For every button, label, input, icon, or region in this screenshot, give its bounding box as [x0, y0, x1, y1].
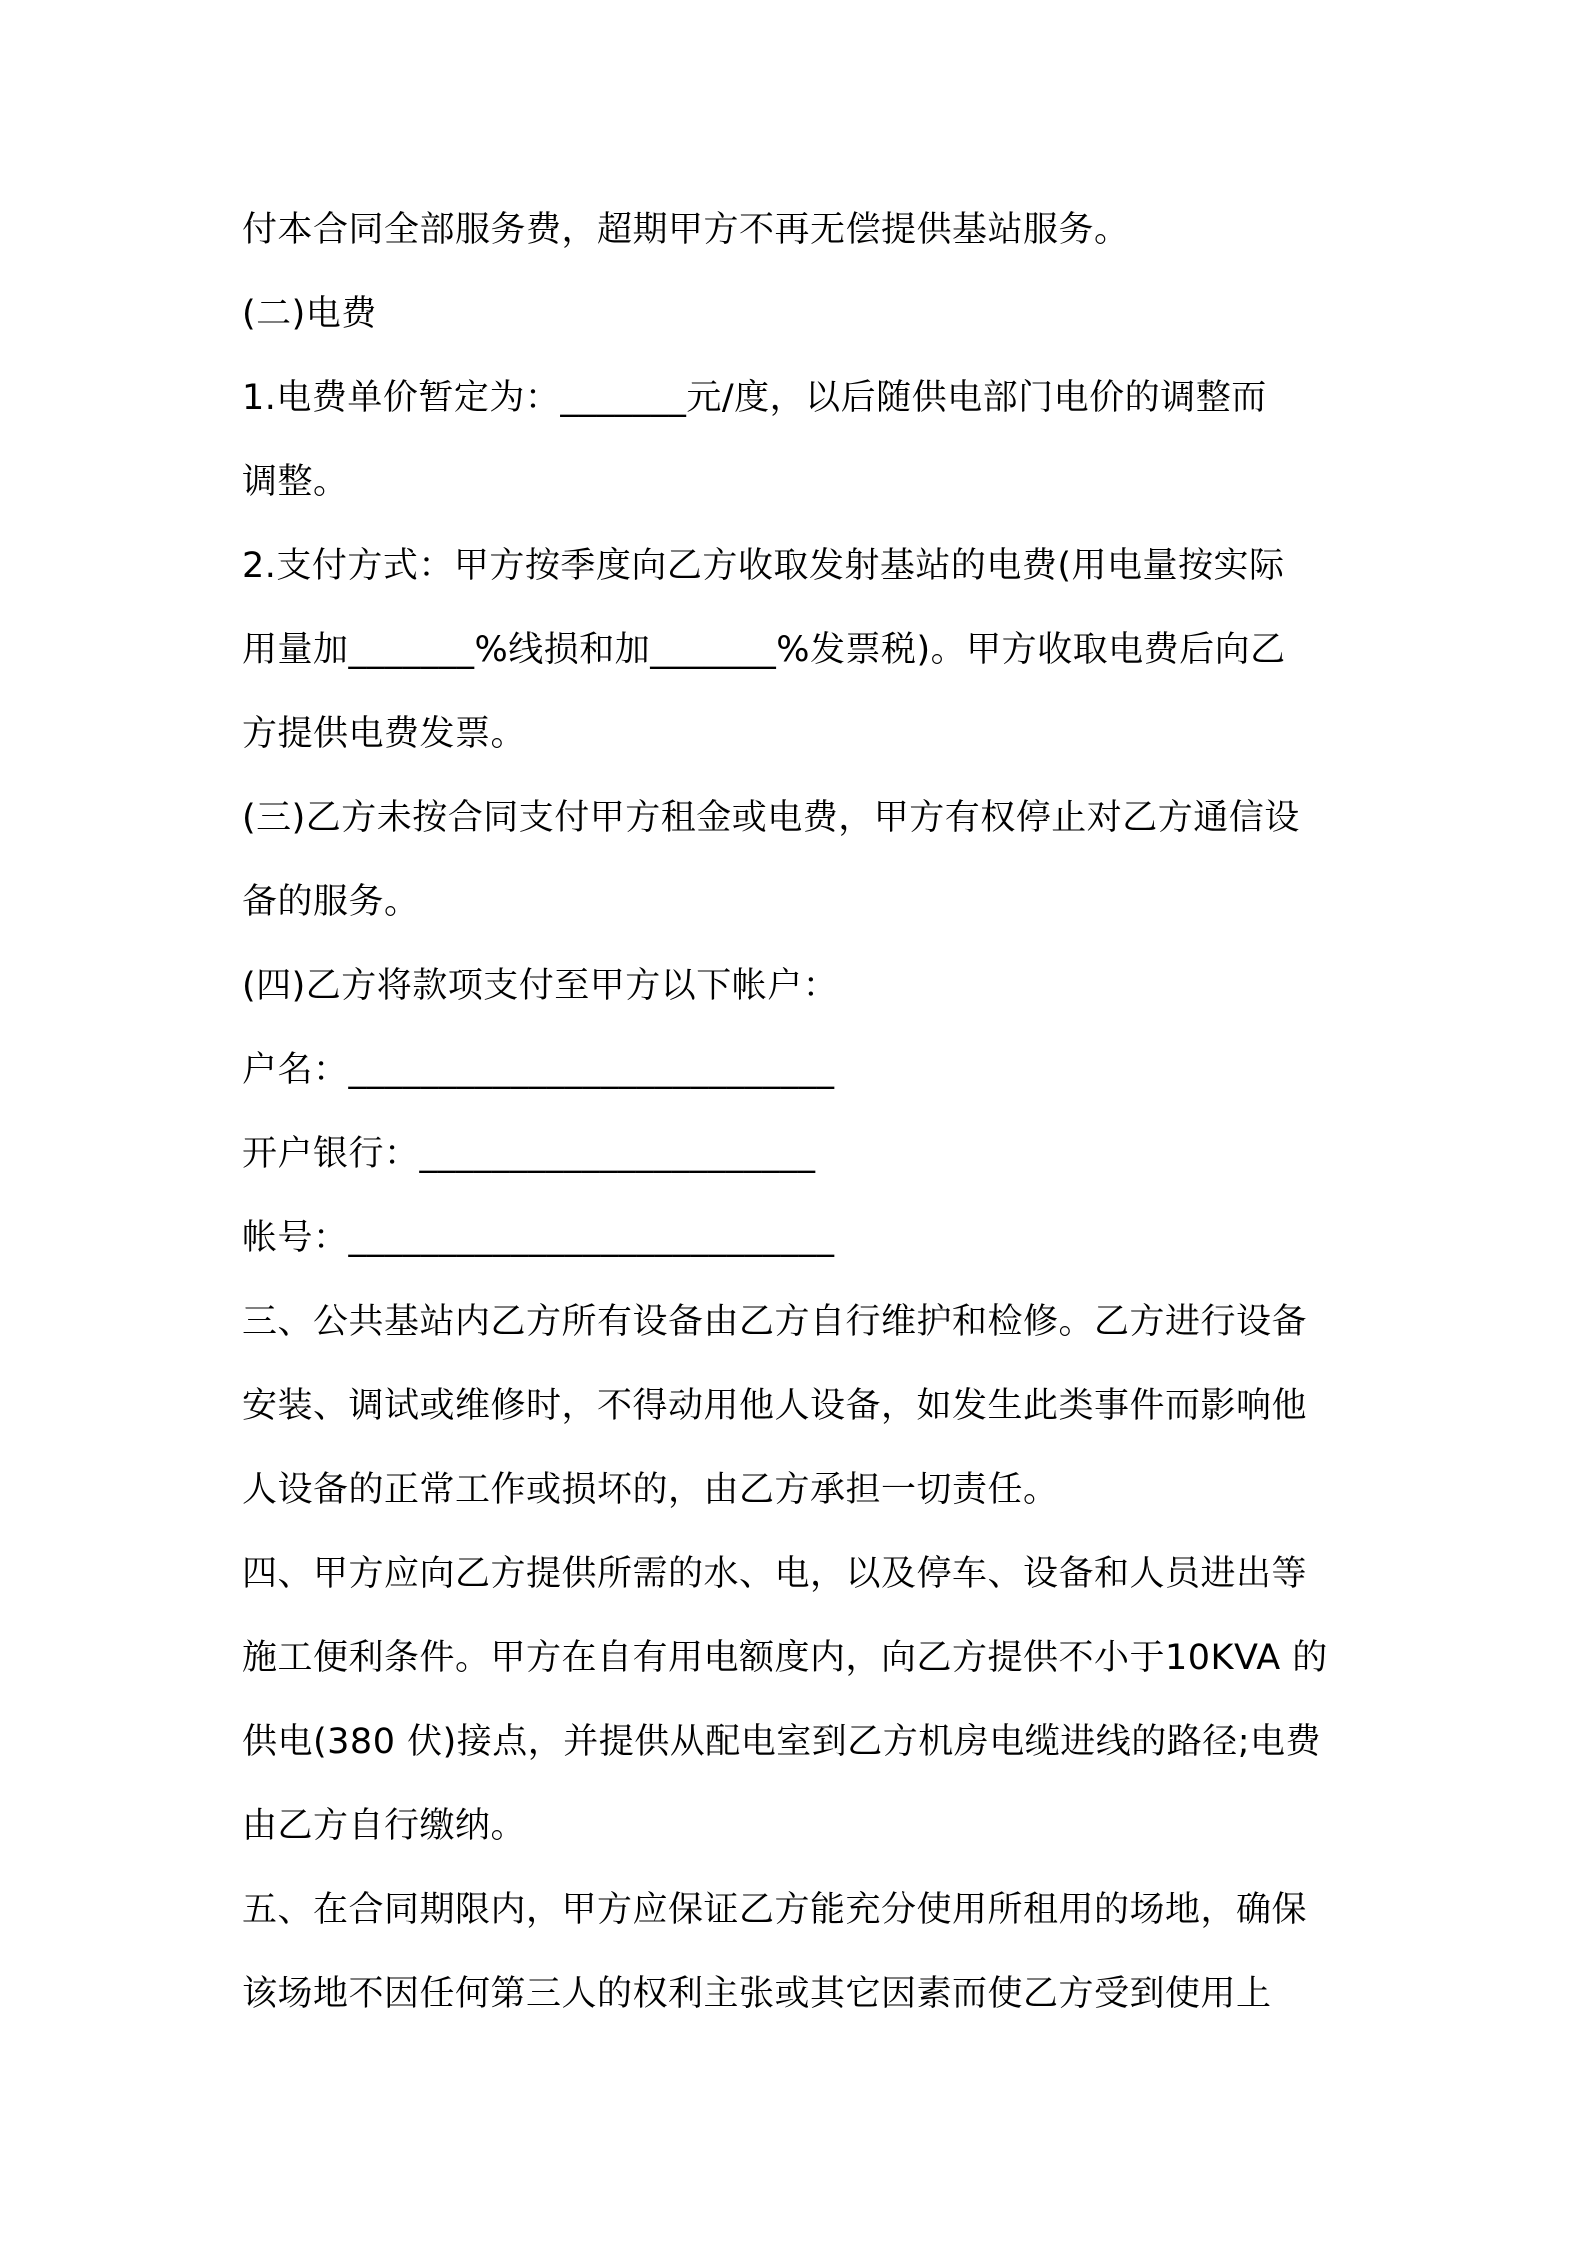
text-line: 该场地不因任何第三人的权利主张或其它因素而使乙方受到使用上 [242, 1974, 1272, 2014]
text-line: 2.支付方式：甲方按季度向乙方收取发射基站的电费(用电量按实际 [242, 546, 1285, 586]
text-line: 施工便利条件。甲方在自有用电额度内，向乙方提供不小于10KVA 的 [242, 1638, 1328, 1678]
text-line: 人设备的正常工作或损坏的，由乙方承担一切责任。 [242, 1470, 1059, 1510]
text-line: 三、公共基站内乙方所有设备由乙方自行维护和检修。乙方进行设备 [242, 1302, 1308, 1342]
text-line: (四)乙方将款项支付至甲方以下帐户： [242, 966, 839, 1006]
text-line: 1.电费单价暂定为：_______元/度，以后随供电部门电价的调整而 [242, 378, 1267, 418]
text-line: 备的服务。 [242, 882, 420, 922]
text-line: 四、甲方应向乙方提供所需的水、电，以及停车、设备和人员进出等 [242, 1554, 1308, 1594]
text-line: 方提供电费发票。 [242, 714, 527, 754]
text-line: (三)乙方未按合同支付甲方租金或电费，甲方有权停止对乙方通信设 [242, 798, 1300, 838]
bank-field: 开户银行：______________________ [242, 1134, 816, 1174]
account-name-field: 户名：___________________________ [242, 1050, 835, 1090]
text-line: 调整。 [242, 462, 349, 502]
text-line: 用量加_______%线损和加_______%发票税)。甲方收取电费后向乙 [242, 630, 1286, 670]
text-line: 供电(380 伏)接点，并提供从配电室到乙方机房电缆进线的路径;电费 [242, 1722, 1322, 1762]
text-line: 五、在合同期限内，甲方应保证乙方能充分使用所租用的场地，确保 [242, 1890, 1308, 1930]
text-line: 由乙方自行缴纳。 [242, 1806, 527, 1846]
text-line: 安装、调试或维修时，不得动用他人设备，如发生此类事件而影响他 [242, 1386, 1308, 1426]
document-page [242, 200, 1357, 2048]
account-number-field: 帐号：___________________________ [242, 1218, 835, 1258]
text-line: 付本合同全部服务费，超期甲方不再无偿提供基站服务。 [242, 210, 1130, 250]
section-heading: (二)电费 [242, 294, 377, 334]
